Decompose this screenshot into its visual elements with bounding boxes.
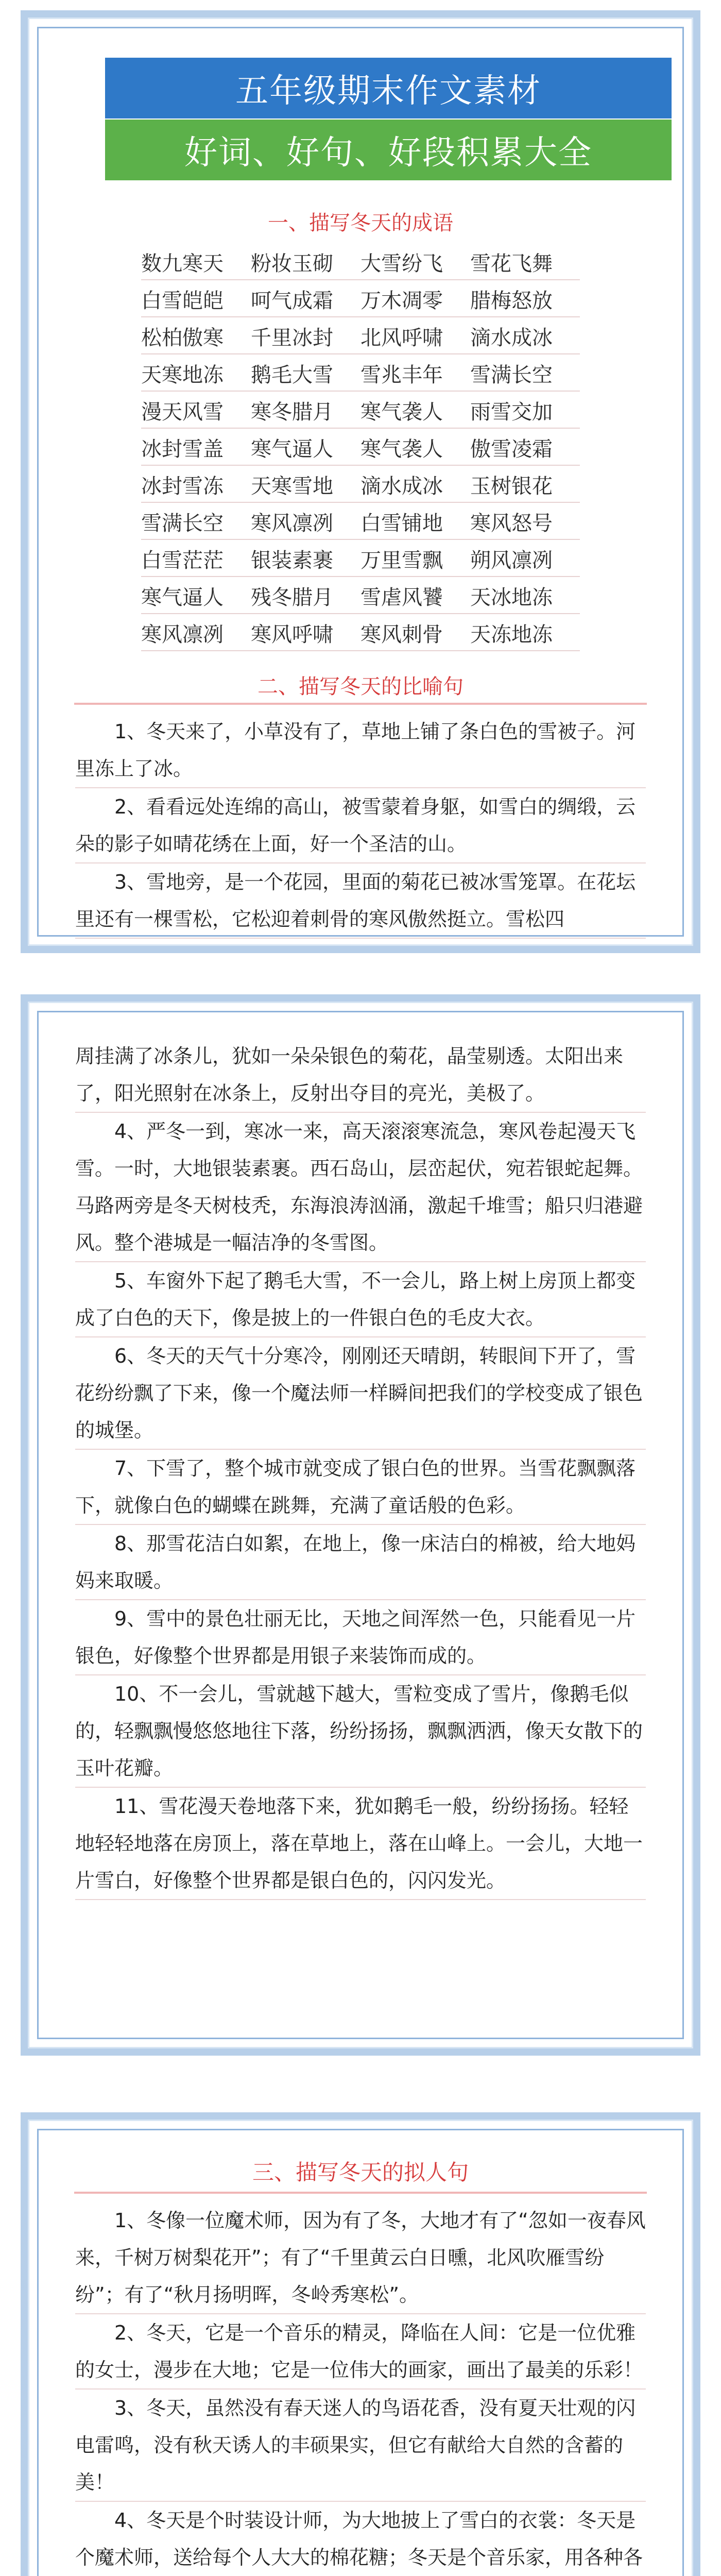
idiom-cell: 傲雪凌霜 xyxy=(470,437,553,461)
idiom-cell: 白雪皑皑 xyxy=(141,289,224,313)
idiom-cell: 寒气逼人 xyxy=(251,437,333,461)
card-similes-continued xyxy=(21,994,700,2056)
idiom-cell: 滴水成冰 xyxy=(360,474,443,498)
idiom-cell: 万木凋零 xyxy=(360,289,443,313)
card-idioms-similes xyxy=(21,10,700,953)
idiom-cell: 寒冬腊月 xyxy=(251,400,333,424)
idiom-cell: 万里雪飘 xyxy=(360,548,443,572)
simile-paragraph: 2、看看远处连绵的高山，被雪蒙着身躯，如雪白的绸缎，云朵的影子如晴花绣在上面，好一个圣洁的山。 xyxy=(75,788,646,863)
section-heading-personification: 三、描写冬天的拟人句 xyxy=(74,2150,647,2194)
idiom-cell: 大雪纷飞 xyxy=(360,251,443,276)
personification-paragraph: 4、冬天是个时装设计师，为大地披上了雪白的衣裳：冬天是个魔术师，送给每个人大大的棉花糖；冬天是个音乐家，用各种各 xyxy=(75,2502,646,2576)
idiom-cell: 寒气袭人 xyxy=(360,437,443,461)
idiom-cell: 寒风凛冽 xyxy=(141,622,224,647)
personification-paragraph: 1、冬像一位魔术师，因为有了冬，大地才有了“忽如一夜春风来，千树万树梨花开”；有了“千里黄云白日曛，北风吹雁雪纷纷”；有了“秋月扬明晖，冬岭秀寒松”。 xyxy=(75,2202,646,2314)
idiom-cell: 银装素裹 xyxy=(251,548,333,572)
idiom-cell: 粉妆玉砌 xyxy=(251,251,333,276)
personification-paragraph: 3、冬天，虽然没有春天迷人的鸟语花香，没有夏天壮观的闪电雷鸣，没有秋天诱人的丰硕果实，但它有献给大自然的含蓄的美！ xyxy=(75,2389,646,2502)
idiom-cell: 天寒雪地 xyxy=(251,474,333,498)
section-heading-similes: 二、描写冬天的比喻句 xyxy=(258,674,464,699)
simile-paragraph: 3、雪地旁，是一个花园，里面的菊花已被冰雪笼罩。在花坛里还有一棵雪松，它松迎着刺骨的寒风傲然挺立。雪松四 xyxy=(75,863,646,939)
idiom-cell: 天寒地冻 xyxy=(141,363,224,387)
simile-paragraph: 9、雪中的景色壮丽无比，天地之间浑然一色，只能看见一片银色，好像整个世界都是用银子来装饰而成的。 xyxy=(75,1600,646,1675)
idiom-cell: 雪满长空 xyxy=(141,511,224,535)
idiom-grid xyxy=(141,243,580,651)
idiom-cell: 天冻地冻 xyxy=(470,622,553,647)
page-subtitle: 好词、好句、好段积累大全 xyxy=(105,120,672,180)
simile-paragraph: 10、不一会儿，雪就越下越大，雪粒变成了雪片，像鹅毛似的，轻飘飘慢悠悠地往下落，纷纷扬扬，飘飘洒洒，像天女散下的玉叶花瓣。 xyxy=(75,1675,646,1788)
simile-paragraph: 8、那雪花洁白如絮，在地上，像一床洁白的棉被，给大地妈妈来取暖。 xyxy=(75,1525,646,1600)
similes-part1 xyxy=(75,713,646,939)
idiom-cell: 寒气逼人 xyxy=(141,585,224,609)
idiom-cell: 雪虐风饕 xyxy=(360,585,443,609)
personification-paragraph: 2、冬天，它是一个音乐的精灵，降临在人间：它是一位优雅的女士，漫步在大地；它是一位伟大的画家，画出了最美的乐彩！ xyxy=(75,2314,646,2389)
idiom-cell: 天冰地冻 xyxy=(470,585,553,609)
idiom-cell: 北风呼啸 xyxy=(360,326,443,350)
idiom-cell: 白雪铺地 xyxy=(360,511,443,535)
idiom-cell: 冰封雪盖 xyxy=(141,437,224,461)
idiom-cell: 雪满长空 xyxy=(470,363,553,387)
simile-paragraph: 11、雪花漫天卷地落下来，犹如鹅毛一般，纷纷扬扬。轻轻地轻轻地落在房顶上，落在草地上，落在山峰上。一会儿，大地一片雪白，好像整个世界都是银白色的，闪闪发光。 xyxy=(75,1788,646,1900)
idiom-cell: 滴水成冰 xyxy=(470,326,553,350)
idiom-cell: 松柏傲寒 xyxy=(141,326,224,350)
section-heading-idioms: 一、描写冬天的成语 xyxy=(268,211,453,235)
similes-part2 xyxy=(75,1038,646,1900)
simile-paragraph: 4、严冬一到，寒冰一来，高天滚滚寒流急，寒风卷起漫天飞雪。一时，大地银装素裹。西石岛山，层峦起伏，宛若银蛇起舞。马路两旁是冬天树枝秃，东海浪涛汹涌，激起千堆雪；船只归港避风。整个港城是一幅洁净的冬雪图。 xyxy=(75,1113,646,1262)
idiom-cell: 雪花飞舞 xyxy=(470,251,553,276)
idiom-cell: 寒风呼啸 xyxy=(251,622,333,647)
idiom-cell: 千里冰封 xyxy=(251,326,333,350)
idiom-cell: 呵气成霜 xyxy=(251,289,333,313)
simile-paragraph: 6、冬天的天气十分寒冷，刚刚还天晴朗，转眼间下开了，雪花纷纷飘了下来，像一个魔法师一样瞬间把我们的学校变成了银色的城堡。 xyxy=(75,1337,646,1450)
simile-paragraph: 周挂满了冰条儿，犹如一朵朵银色的菊花，晶莹剔透。太阳出来了，阳光照射在冰条上，反射出夺目的亮光，美极了。 xyxy=(75,1038,646,1113)
idiom-cell: 雨雪交加 xyxy=(470,400,553,424)
idiom-cell: 寒风怒号 xyxy=(470,511,553,535)
simile-paragraph: 1、冬天来了，小草没有了，草地上铺了条白色的雪被子。河里冻上了冰。 xyxy=(75,713,646,788)
idiom-cell: 数九寒天 xyxy=(141,251,224,276)
idiom-cell: 冰封雪冻 xyxy=(141,474,224,498)
idiom-cell: 残冬腊月 xyxy=(251,585,333,609)
idiom-cell: 白雪茫茫 xyxy=(141,548,224,572)
idiom-cell: 腊梅怒放 xyxy=(470,289,553,313)
idiom-cell: 寒风凛冽 xyxy=(251,511,333,535)
card-personification xyxy=(21,2112,700,2576)
section-divider xyxy=(74,703,647,705)
simile-paragraph: 7、下雪了，整个城市就变成了银白色的世界。当雪花飘飘落下，就像白色的蝴蝶在跳舞，充满了童话般的色彩。 xyxy=(75,1450,646,1525)
idiom-cell: 朔风凛冽 xyxy=(470,548,553,572)
idiom-cell: 雪兆丰年 xyxy=(360,363,443,387)
idiom-cell: 寒风刺骨 xyxy=(360,622,443,647)
page-title: 五年级期末作文素材 xyxy=(105,58,672,118)
simile-paragraph: 5、车窗外下起了鹅毛大雪，不一会儿，路上树上房顶上都变成了白色的天下，像是披上的一件银白色的毛皮大衣。 xyxy=(75,1262,646,1337)
idiom-cell: 漫天风雪 xyxy=(141,400,224,424)
idiom-cell: 鹅毛大雪 xyxy=(251,363,333,387)
idiom-cell: 寒气袭人 xyxy=(360,400,443,424)
idiom-cell: 玉树银花 xyxy=(470,474,553,498)
personification-paragraphs xyxy=(75,2202,646,2576)
